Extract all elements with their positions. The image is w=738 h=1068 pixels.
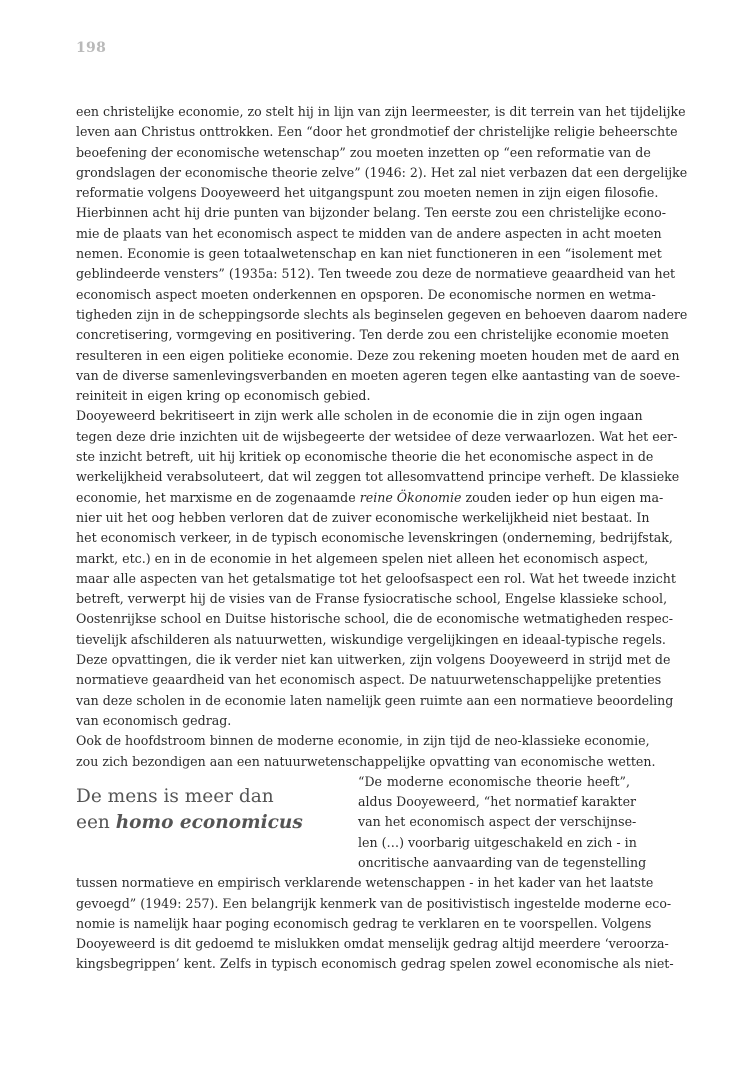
italic-term: reine Ökonomie [359, 489, 462, 505]
paragraph-3 [76, 731, 656, 772]
text-line: len (…) voorbarig uitgeschakeld en zich - in [358, 834, 637, 850]
text-line: resulteren in een eigen politieke economie. Deze zou rekening moeten houden met de aard en [76, 347, 680, 363]
text-line: nemen. Economie is geen totaalwetenschap en kan niet functioneren in een “isolement met [76, 246, 662, 262]
text-line: Dooyeweerd is dit gedoemd te mislukken omdat menselijk gedrag altijd meerdere ‘veroorza- [76, 936, 669, 952]
text-line: van economisch gedrag. [76, 712, 232, 728]
text-line: mie de plaats van het economisch aspect te midden van de andere aspecten in acht moeten [76, 225, 662, 241]
text-line: van de diverse samenlevingsverbanden en moeten ageren tegen elke aantasting van de soeve- [76, 367, 680, 383]
text-line: tievelijk afschilderen als natuurwetten, wiskundige vergelijkingen en ideaal-typische regels. [76, 631, 666, 647]
text-line: beoefening der economische wetenschap” zou moeten inzetten op “een reformatie van de [76, 144, 651, 160]
text-line: een christelijke economie, zo stelt hij in lijn van zijn leermeester, is dit terrein van het tijdelijke [76, 104, 686, 119]
text-line: Ook de hoofdstroom binnen de moderne economie, in zijn tijd de neo-klassieke economie, [76, 733, 650, 749]
body-text [76, 102, 688, 975]
text-line: grondslagen der economische theorie zelve” (1946: 2). Het zal niet verbazen dat een dergelijke [76, 164, 688, 180]
text-line: normatieve geaardheid van het economisch aspect. De natuurwetenschappelijke pretenties [76, 672, 662, 688]
text-line: aldus Dooyeweerd, “het normatief karakter [358, 794, 637, 810]
text-line: kingsbegrippen’ kent. Zelfs in typisch economisch gedrag spelen zowel economische als niet- [76, 956, 674, 972]
text-line: economisch aspect moeten onderkennen en opsporen. De economische normen en wetma- [76, 286, 656, 302]
paragraph-2 [76, 406, 680, 731]
text-line: betreft, verwerpt hij de visies van de Franse fysiocratische school, Engelse klassieke school, [76, 591, 668, 607]
heading-line-2-prefix: een [76, 811, 116, 833]
text-line: oncritische aanvaarding van de tegenstelling [358, 854, 647, 870]
side-text [358, 772, 647, 873]
text-line: Deze opvattingen, die ik verder niet kan uitwerken, zijn volgens Dooyeweerd in strijd met de [76, 652, 671, 668]
text-line: nier uit het oog hebben verloren dat de zuiver economische werkelijkheid niet bestaat. In [76, 509, 650, 525]
text-line: zou zich bezondigen aan een natuurwetenschappelijke opvatting van economische wetten. [76, 753, 656, 769]
text-line: nomie is namelijk haar poging economisch gedrag te verklaren en te voorspellen. Volgens [76, 915, 652, 931]
text-line: Dooyeweerd bekritiseert in zijn werk alle scholen in de economie die in zijn ogen ingaan [76, 408, 643, 424]
text-line: reformatie volgens Dooyeweerd het uitgangspunt zou moeten nemen in zijn eigen filosofie. [76, 185, 659, 201]
text-line: tussen normatieve en empirisch verklarende wetenschappen - in het kader van het laatste [76, 875, 654, 891]
text-line: “De moderne economische theorie heeft”, [358, 773, 630, 789]
paragraph-1 [76, 102, 688, 406]
text-line: markt, etc.) en in de economie in het algemeen spelen niet alleen het economisch aspect, [76, 550, 649, 566]
text-line: het economisch verkeer, in de typisch economische levenskringen (onderneming, bedrijfstak, [76, 530, 673, 546]
text-line: gevoegd” (1949: 257). Een belangrijk kenmerk van de positivistisch ingestelde moderne eco- [76, 895, 672, 911]
text-line: werkelijkheid verabsoluteert, dat wil zeggen tot allesomvattend principe verheft. De klassieke [76, 469, 680, 485]
text-line: tigheden zijn in de scheppingsorde slechts als beginselen gegeven en behoeven daarom nadere [76, 306, 688, 322]
text-line: maar alle aspecten van het getalsmatige tot het geloofsaspect een rol. Wat het tweede inzicht [76, 570, 676, 586]
text-line: van het economisch aspect der verschijnse- [358, 814, 637, 830]
text-line: geblindeerde vensters” (1935a: 512). Ten tweede zou deze de normatieve geaardheid van het [76, 266, 676, 282]
text-line: leven aan Christus onttrokken. Een “door het grondmotief der christelijke religie beheerschte [76, 124, 678, 140]
text-line: concretisering, vormgeving en positivering. Ten derde zou een christelijke economie moeten [76, 327, 670, 343]
heading-line-2 [76, 810, 336, 836]
heading-emphasis: homo economicus [115, 811, 303, 833]
section-heading [76, 784, 336, 836]
text-line: tegen deze drie inzichten uit de wijsbegeerte der wetsidee of deze verwaarlozen. Wat het eer- [76, 428, 678, 444]
text-line: Hierbinnen acht hij drie punten van bijzonder belang. Ten eerste zou een christelijke econo- [76, 205, 666, 221]
text-line: reiniteit in eigen kring op economisch gebied. [76, 388, 371, 404]
page-number: 198 [76, 40, 107, 56]
heading-wrap-block [76, 772, 647, 874]
text-line: economie, het marxisme en de zogenaamde reine Ökonomie zouden ieder op hun eigen ma- [76, 489, 664, 505]
closing-paragraph [76, 873, 674, 974]
text-line: ste inzicht betreft, uit hij kritiek op economische theorie die het economische aspect in de [76, 449, 654, 465]
heading-line-1: De mens is meer dan [76, 785, 274, 807]
text-line: van deze scholen in de economie laten namelijk geen ruimte aan een normatieve beoordeling [76, 692, 674, 708]
text-line: Oostenrijkse school en Duitse historische school, die de economische wetmatigheden respec- [76, 611, 674, 627]
